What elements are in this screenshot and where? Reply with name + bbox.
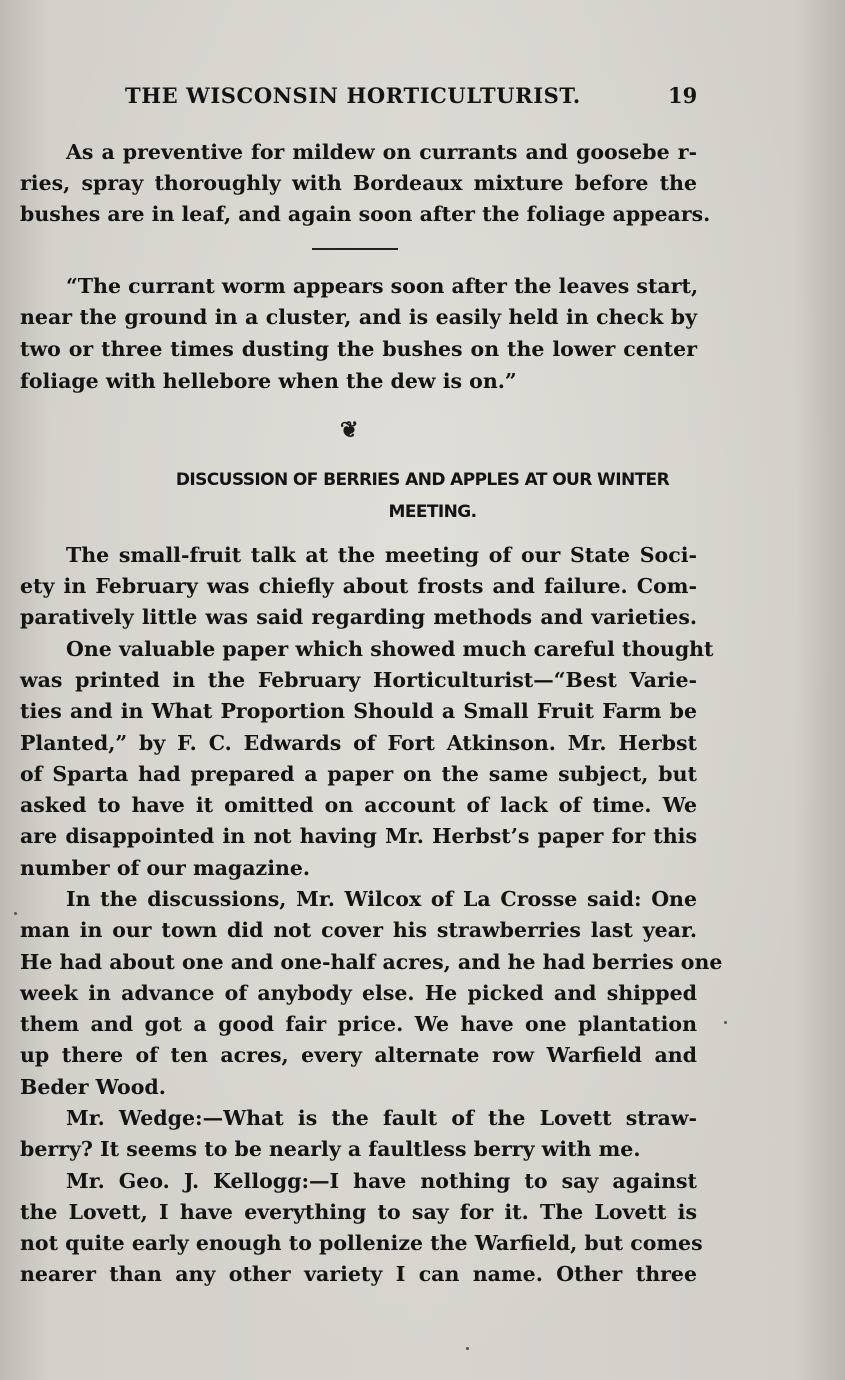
body-line: man in our town did not cover his strawberries last year. xyxy=(20,918,697,942)
paragraph-2-line-3: two or three times dusting the bushes on the lower center xyxy=(20,337,697,361)
body-line: ties and in What Proportion Should a Small Fruit Farm be xyxy=(20,699,697,723)
body-line: not quite early enough to pollenize the Warfield, but comes xyxy=(20,1231,703,1255)
paragraph-1-line-3: bushes are in leaf, and again soon after the foliage appears. xyxy=(20,202,711,226)
body-line: them and got a good fair price. We have one plantation xyxy=(20,1012,697,1036)
body-line: One valuable paper which showed much careful thought xyxy=(66,637,714,661)
body-line: are disappointed in not having Mr. Herbst’s paper for this xyxy=(20,824,697,848)
body-line: was printed in the February Horticulturist—“Best Varie- xyxy=(20,668,697,692)
section-rule xyxy=(312,248,398,250)
body-line: week in advance of anybody else. He picked and shipped xyxy=(20,981,697,1005)
body-line: number of our magazine. xyxy=(20,856,311,880)
body-line: In the discussions, Mr. Wilcox of La Crosse said: One xyxy=(66,887,697,911)
body-line: Mr. Geo. J. Kellogg:—I have nothing to say against xyxy=(66,1169,697,1193)
running-title: THE WISCONSIN HORTICULTURIST. xyxy=(125,83,581,108)
body-line: The small-fruit talk at the meeting of our State Soci- xyxy=(66,543,697,567)
body-line: asked to have it omitted on account of lack of time. We xyxy=(20,793,697,817)
print-speck xyxy=(14,912,17,915)
paragraph-1-line-2: ries, spray thoroughly with Bordeaux mixture before the xyxy=(20,171,697,195)
paragraph-2-line-4: foliage with hellebore when the dew is on.” xyxy=(20,369,517,393)
print-speck xyxy=(724,1021,727,1024)
body-line: Planted,” by F. C. Edwards of Fort Atkinson. Mr. Herbst xyxy=(20,731,697,755)
body-line: the Lovett, I have everything to say for it. The Lovett is xyxy=(20,1200,697,1224)
paragraph-2-line-1: “The currant worm appears soon after the leaves start, xyxy=(66,274,699,298)
body-line: berry? It seems to be nearly a faultless berry with me. xyxy=(20,1137,641,1161)
body-line: up there of ten acres, every alternate row Warfield and xyxy=(20,1043,697,1067)
body-line: paratively little was said regarding methods and varieties. xyxy=(20,605,697,629)
article-heading-line-2: MEETING. xyxy=(388,502,477,522)
paragraph-1-line-1: As a preventive for mildew on currants and goosebe r- xyxy=(66,140,697,164)
body-line: He had about one and one-half acres, and he had berries one xyxy=(20,950,723,974)
page-number: 19 xyxy=(668,83,698,108)
body-line: nearer than any other variety I can name. Other three xyxy=(20,1262,697,1286)
paragraph-2-line-2: near the ground in a cluster, and is easily held in check by xyxy=(20,305,697,329)
body-line: Beder Wood. xyxy=(20,1075,166,1099)
body-line: of Sparta had prepared a paper on the same subject, but xyxy=(20,762,697,786)
article-heading-line-1: DISCUSSION OF BERRIES AND APPLES AT OUR WINTER xyxy=(175,470,670,490)
running-head xyxy=(0,83,845,115)
fleuron-ornament: ❦ xyxy=(340,417,359,443)
body-line: ety in February was chiefly about frosts and failure. Com- xyxy=(20,574,697,598)
print-speck xyxy=(466,1347,469,1350)
body-line: Mr. Wedge:—What is the fault of the Lovett straw- xyxy=(66,1106,697,1130)
